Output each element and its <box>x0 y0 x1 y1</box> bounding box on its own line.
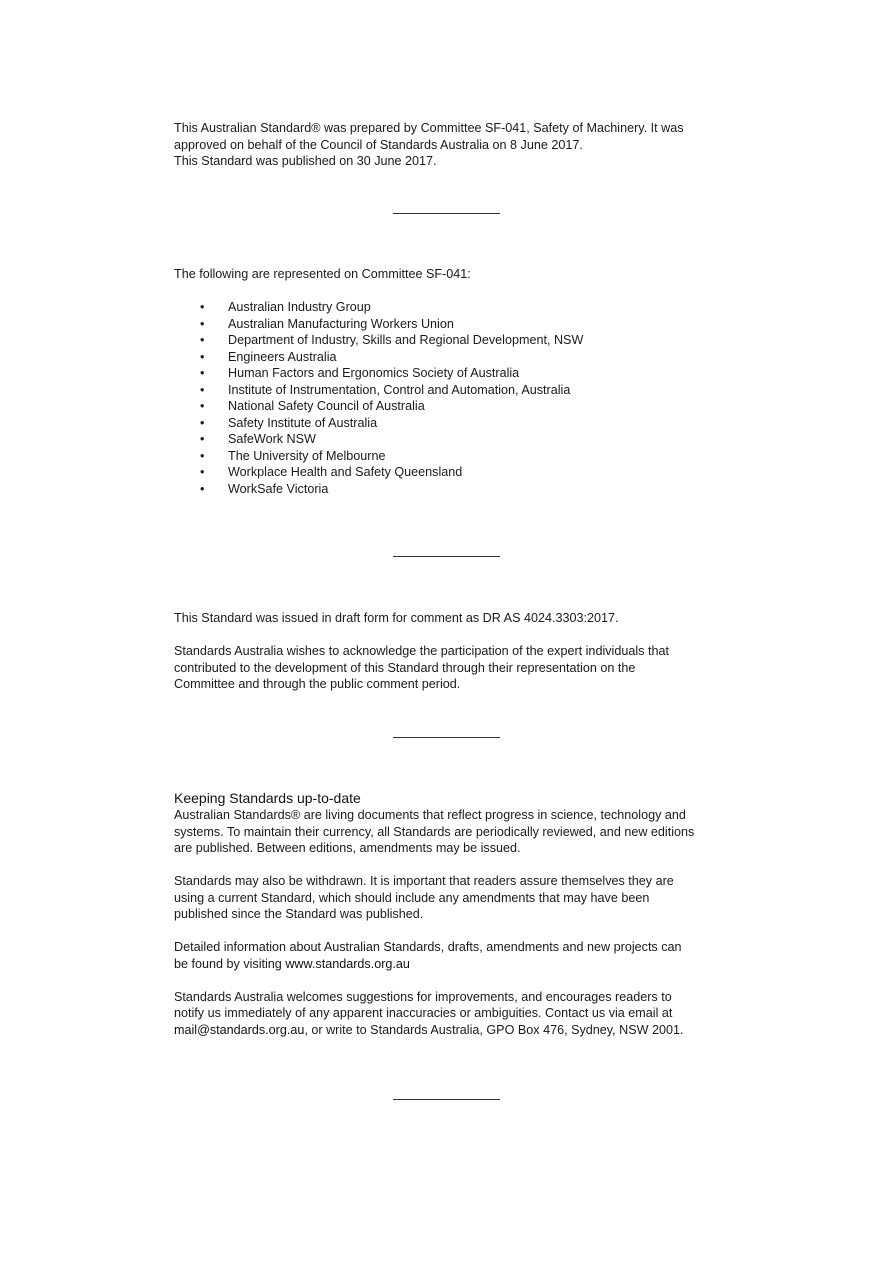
member-name: SafeWork NSW <box>228 432 316 446</box>
bullet-icon: • <box>200 465 205 479</box>
bullet-icon: • <box>200 415 205 430</box>
committee-intro: The following are represented on Committee SF-041: <box>174 267 471 281</box>
bullet-icon: • <box>200 432 205 446</box>
paragraph-line: published since the Standard was published. <box>174 907 424 921</box>
section-divider <box>393 213 500 214</box>
bullet-icon: • <box>200 333 205 347</box>
bullet-icon: • <box>200 316 205 331</box>
section-divider <box>393 1099 500 1100</box>
keeping-standards-section <box>174 790 734 1038</box>
website-link[interactable]: www.standards.org.au <box>285 956 410 971</box>
committee-section <box>174 266 734 497</box>
member-name: Australian Industry Group <box>228 300 371 314</box>
list-item <box>174 448 734 465</box>
section-heading: Keeping Standards up-to-date <box>174 790 361 806</box>
draft-section <box>174 610 734 693</box>
list-item <box>174 382 734 399</box>
bullet-icon: • <box>200 366 205 380</box>
list-item <box>174 349 734 366</box>
committee-member-list <box>174 299 734 497</box>
acknowledgement-line-2: contributed to the development of this Standard through their representation on the <box>174 660 636 675</box>
bullet-icon: • <box>200 399 205 413</box>
member-name: The University of Melbourne <box>228 448 386 463</box>
paragraph-line: using a current Standard, which should include any amendments that may have been <box>174 890 650 905</box>
list-item <box>174 398 734 415</box>
member-name: Australian Manufacturing Workers Union <box>228 316 454 331</box>
paragraph-line: Australian Standards® are living documents that reflect progress in science, technology and <box>174 808 686 822</box>
paragraph-line: notify us immediately of any apparent inaccuracies or ambiguities. Contact us via email at <box>174 1006 673 1020</box>
paragraph-line: Detailed information about Australian Standards, drafts, amendments and new projects can <box>174 940 682 954</box>
member-name: WorkSafe Victoria <box>228 481 329 496</box>
member-name: Safety Institute of Australia <box>228 415 378 430</box>
section-divider <box>393 737 500 738</box>
acknowledgement-line-3: Committee and through the public comment period. <box>174 677 461 691</box>
paragraph-line: systems. To maintain their currency, all Standards are periodically reviewed, and new editions <box>174 824 695 839</box>
member-name: Engineers Australia <box>228 349 337 364</box>
list-item <box>174 365 734 382</box>
member-name: Workplace Health and Safety Queensland <box>228 465 463 479</box>
bullet-icon: • <box>200 300 205 314</box>
member-name: Department of Industry, Skills and Regional Development, NSW <box>228 333 584 347</box>
bullet-icon: • <box>200 481 205 496</box>
paragraph-line <box>174 1022 734 1039</box>
approval-line-1: This Australian Standard® was prepared by Committee SF-041, Safety of Machinery. It was <box>174 121 684 135</box>
section-divider <box>393 556 500 557</box>
bullet-icon: • <box>200 382 205 397</box>
paragraph-line: Standards Australia welcomes suggestions for improvements, and encourages readers to <box>174 989 672 1004</box>
email-link[interactable]: mail@standards.org.au <box>174 1022 305 1037</box>
list-item <box>174 332 734 349</box>
member-name: Human Factors and Ergonomics Society of Australia <box>228 366 520 380</box>
approval-line-2: approved on behalf of the Council of Standards Australia on 8 June 2017. <box>174 137 583 152</box>
list-item <box>174 299 734 316</box>
list-item <box>174 481 734 498</box>
acknowledgement-line-1: Standards Australia wishes to acknowledge the participation of the expert individuals that <box>174 644 669 658</box>
approval-statement <box>174 120 734 170</box>
bullet-icon: • <box>200 349 205 364</box>
member-name: Institute of Instrumentation, Control and Automation, Australia <box>228 382 571 397</box>
list-item <box>174 431 734 448</box>
list-item <box>174 316 734 333</box>
paragraph-text: be found by visiting <box>174 956 286 971</box>
paragraph-line: are published. Between editions, amendments may be issued. <box>174 841 521 855</box>
paragraph-text: , or write to Standards Australia, GPO Box 476, Sydney, NSW 2001. <box>304 1022 684 1037</box>
paragraph-line <box>174 956 734 973</box>
list-item <box>174 464 734 481</box>
approval-line-3: This Standard was published on 30 June 2017. <box>174 154 437 168</box>
member-name: National Safety Council of Australia <box>228 399 425 413</box>
bullet-icon: • <box>200 448 205 463</box>
list-item <box>174 415 734 432</box>
paragraph-line: Standards may also be withdrawn. It is important that readers assure themselves they are <box>174 874 674 888</box>
draft-issued-text: This Standard was issued in draft form for comment as DR AS 4024.3303:2017. <box>174 611 619 625</box>
